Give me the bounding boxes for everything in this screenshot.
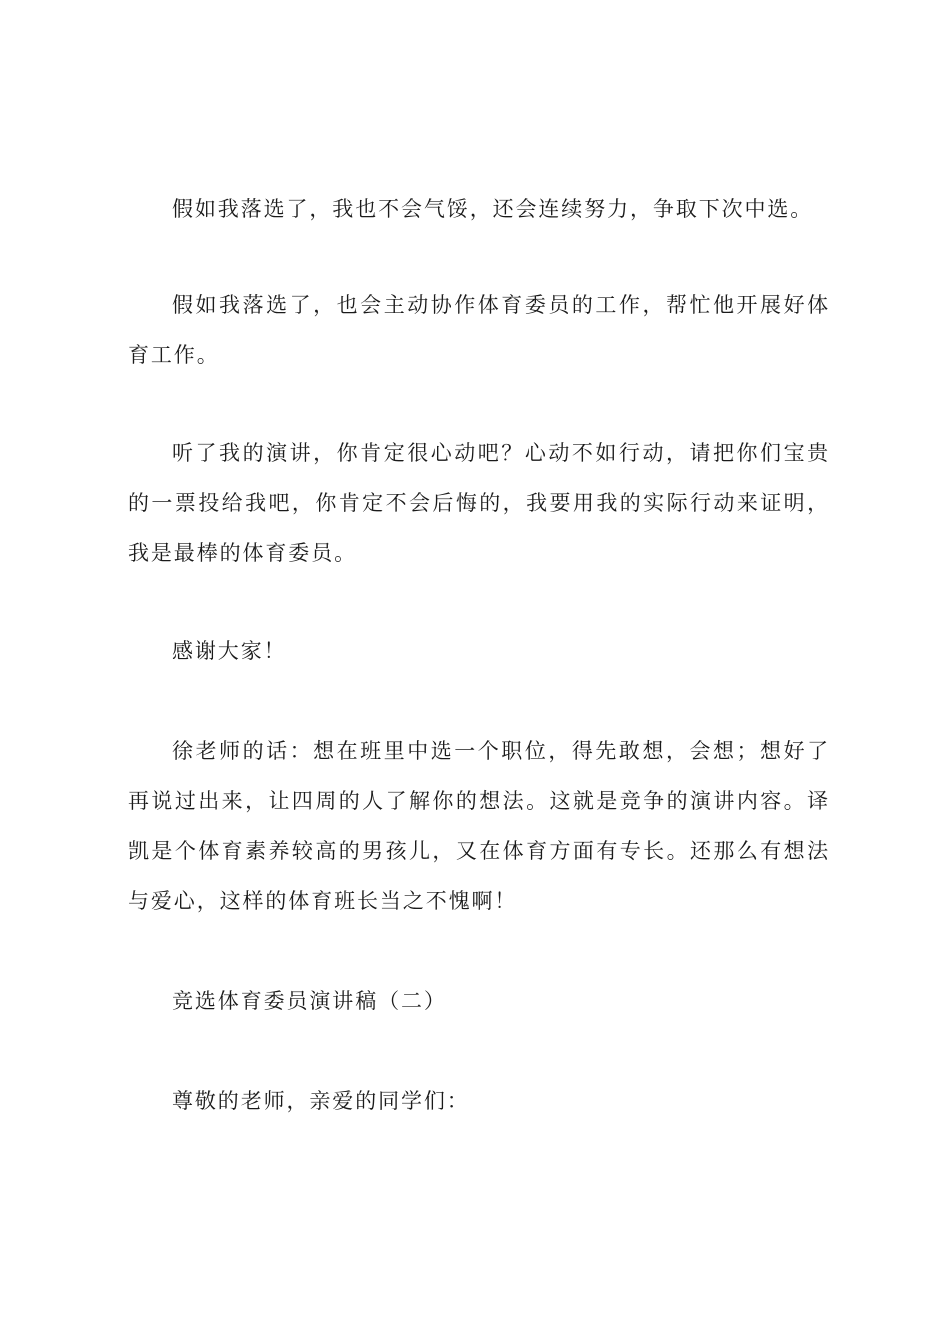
- paragraph-teacher-comment: 徐老师的话：想在班里中选一个职位，得先敢想，会想；想好了再说过出来，让四周的人了解你的想法。这就是竞争的演讲内容。译凯是个体育素养较高的男孩儿，又在体育方面有专长。还那么有想法与爱心，这样的体育班长当之不愧啊！: [128, 739, 830, 913]
- paragraph-lose-no-discouragement: 假如我落选了，我也不会气馁，还会连续努力，争取下次中选。: [172, 197, 814, 221]
- paragraph-lose-help-committee: 假如我落选了，也会主动协作体育委员的工作，帮忙他开展好体育工作。: [128, 293, 830, 367]
- paragraph-vote-appeal: 听了我的演讲，你肯定很心动吧？心动不如行动，请把你们宝贵的一票投给我吧，你肯定不会后悔的，我要用我的实际行动来证明，我是最棒的体育委员。: [128, 441, 830, 565]
- section-title: 竞选体育委员演讲稿（二）: [172, 989, 447, 1013]
- paragraph-thanks: 感谢大家！: [172, 639, 287, 663]
- paragraph-greeting: 尊敬的老师，亲爱的同学们：: [172, 1089, 470, 1113]
